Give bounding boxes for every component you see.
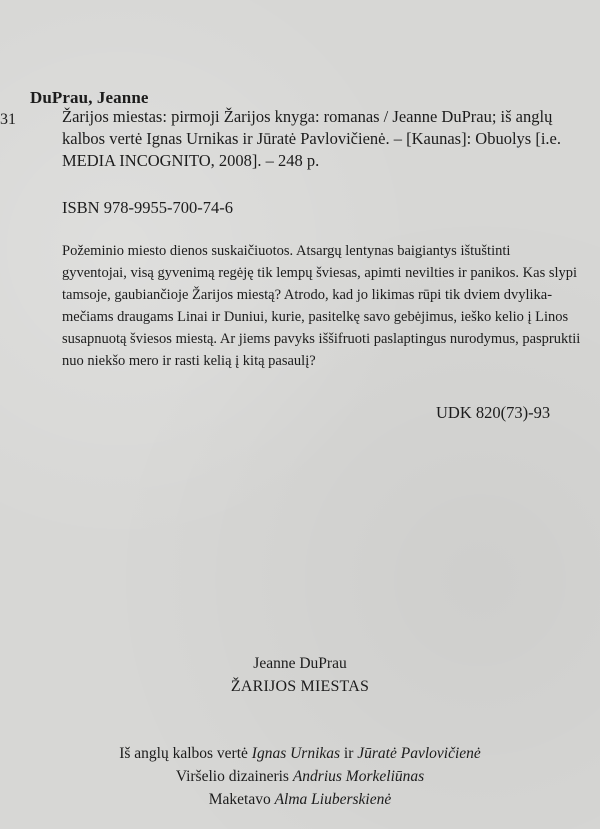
cover-prefix: Viršelio dizaineris — [175, 768, 289, 785]
translation-credit — [0, 745, 600, 763]
annotation-line: tamsoje, gaubiančioje Žarijos miestą? Atrodo, kad jo likimas rūpi tik dviem dvylika- — [62, 287, 553, 303]
cover-credit — [0, 768, 600, 786]
catalog-entry-line: MEDIA INCOGNITO, 2008]. – 248 p. — [62, 151, 320, 170]
catalog-entry-line: kalbos vertė Ignas Urnikas ir Jūratė Pavlovičienė. – [Kaunas]: Obuolys [i.e. — [62, 129, 561, 148]
annotation-line: gyventojai, visą gyvenimą regėję tik lempų šviesas, apimti nevilties ir panikos. Kas slypi — [62, 265, 578, 281]
imprint-author: Jeanne DuPrau — [253, 655, 347, 672]
imprint-title: ŽARIJOS MIESTAS — [230, 678, 370, 695]
udk-code: UDK 820(73)-93 — [436, 403, 551, 422]
layout-prefix: Maketavo — [208, 791, 271, 808]
layout-designer-name: Alma Liuberskienė — [274, 791, 392, 808]
annotation-line: susapnuotą šviesos miestą. Ar jiems pavyks iššifruoti paslaptingus nurodymus, paspruktii — [62, 331, 581, 347]
annotation-line: nuo niekšo mero ir rasti kelią į kitą pasaulį? — [62, 353, 316, 369]
conjunction: ir — [343, 745, 354, 762]
cover-designer-name: Andrius Morkeliūnas — [292, 768, 425, 785]
catalog-class-number: 31 — [0, 111, 16, 128]
catalog-author-heading: DuPrau, Jeanne — [30, 88, 149, 107]
layout-credit — [0, 791, 600, 809]
translator-name: Jūratė Pavlovičienė — [357, 745, 481, 762]
translation-prefix: Iš anglų kalbos vertė — [119, 745, 248, 762]
isbn: ISBN 978-9955-700-74-6 — [62, 198, 233, 217]
annotation-line: Požeminio miesto dienos suskaičiuotos. Atsargų lentynas baigiantys ištuštinti — [62, 243, 511, 259]
catalog-entry-line: Žarijos miestas: pirmoji Žarijos knyga: romanas / Jeanne DuPrau; iš anglų — [62, 107, 553, 126]
translator-name: Ignas Urnikas — [251, 745, 341, 762]
annotation-line: mečiams draugams Linai ir Duniui, kurie, pasitelkę savo gebėjimus, ieško kelio į Linos — [62, 309, 569, 325]
